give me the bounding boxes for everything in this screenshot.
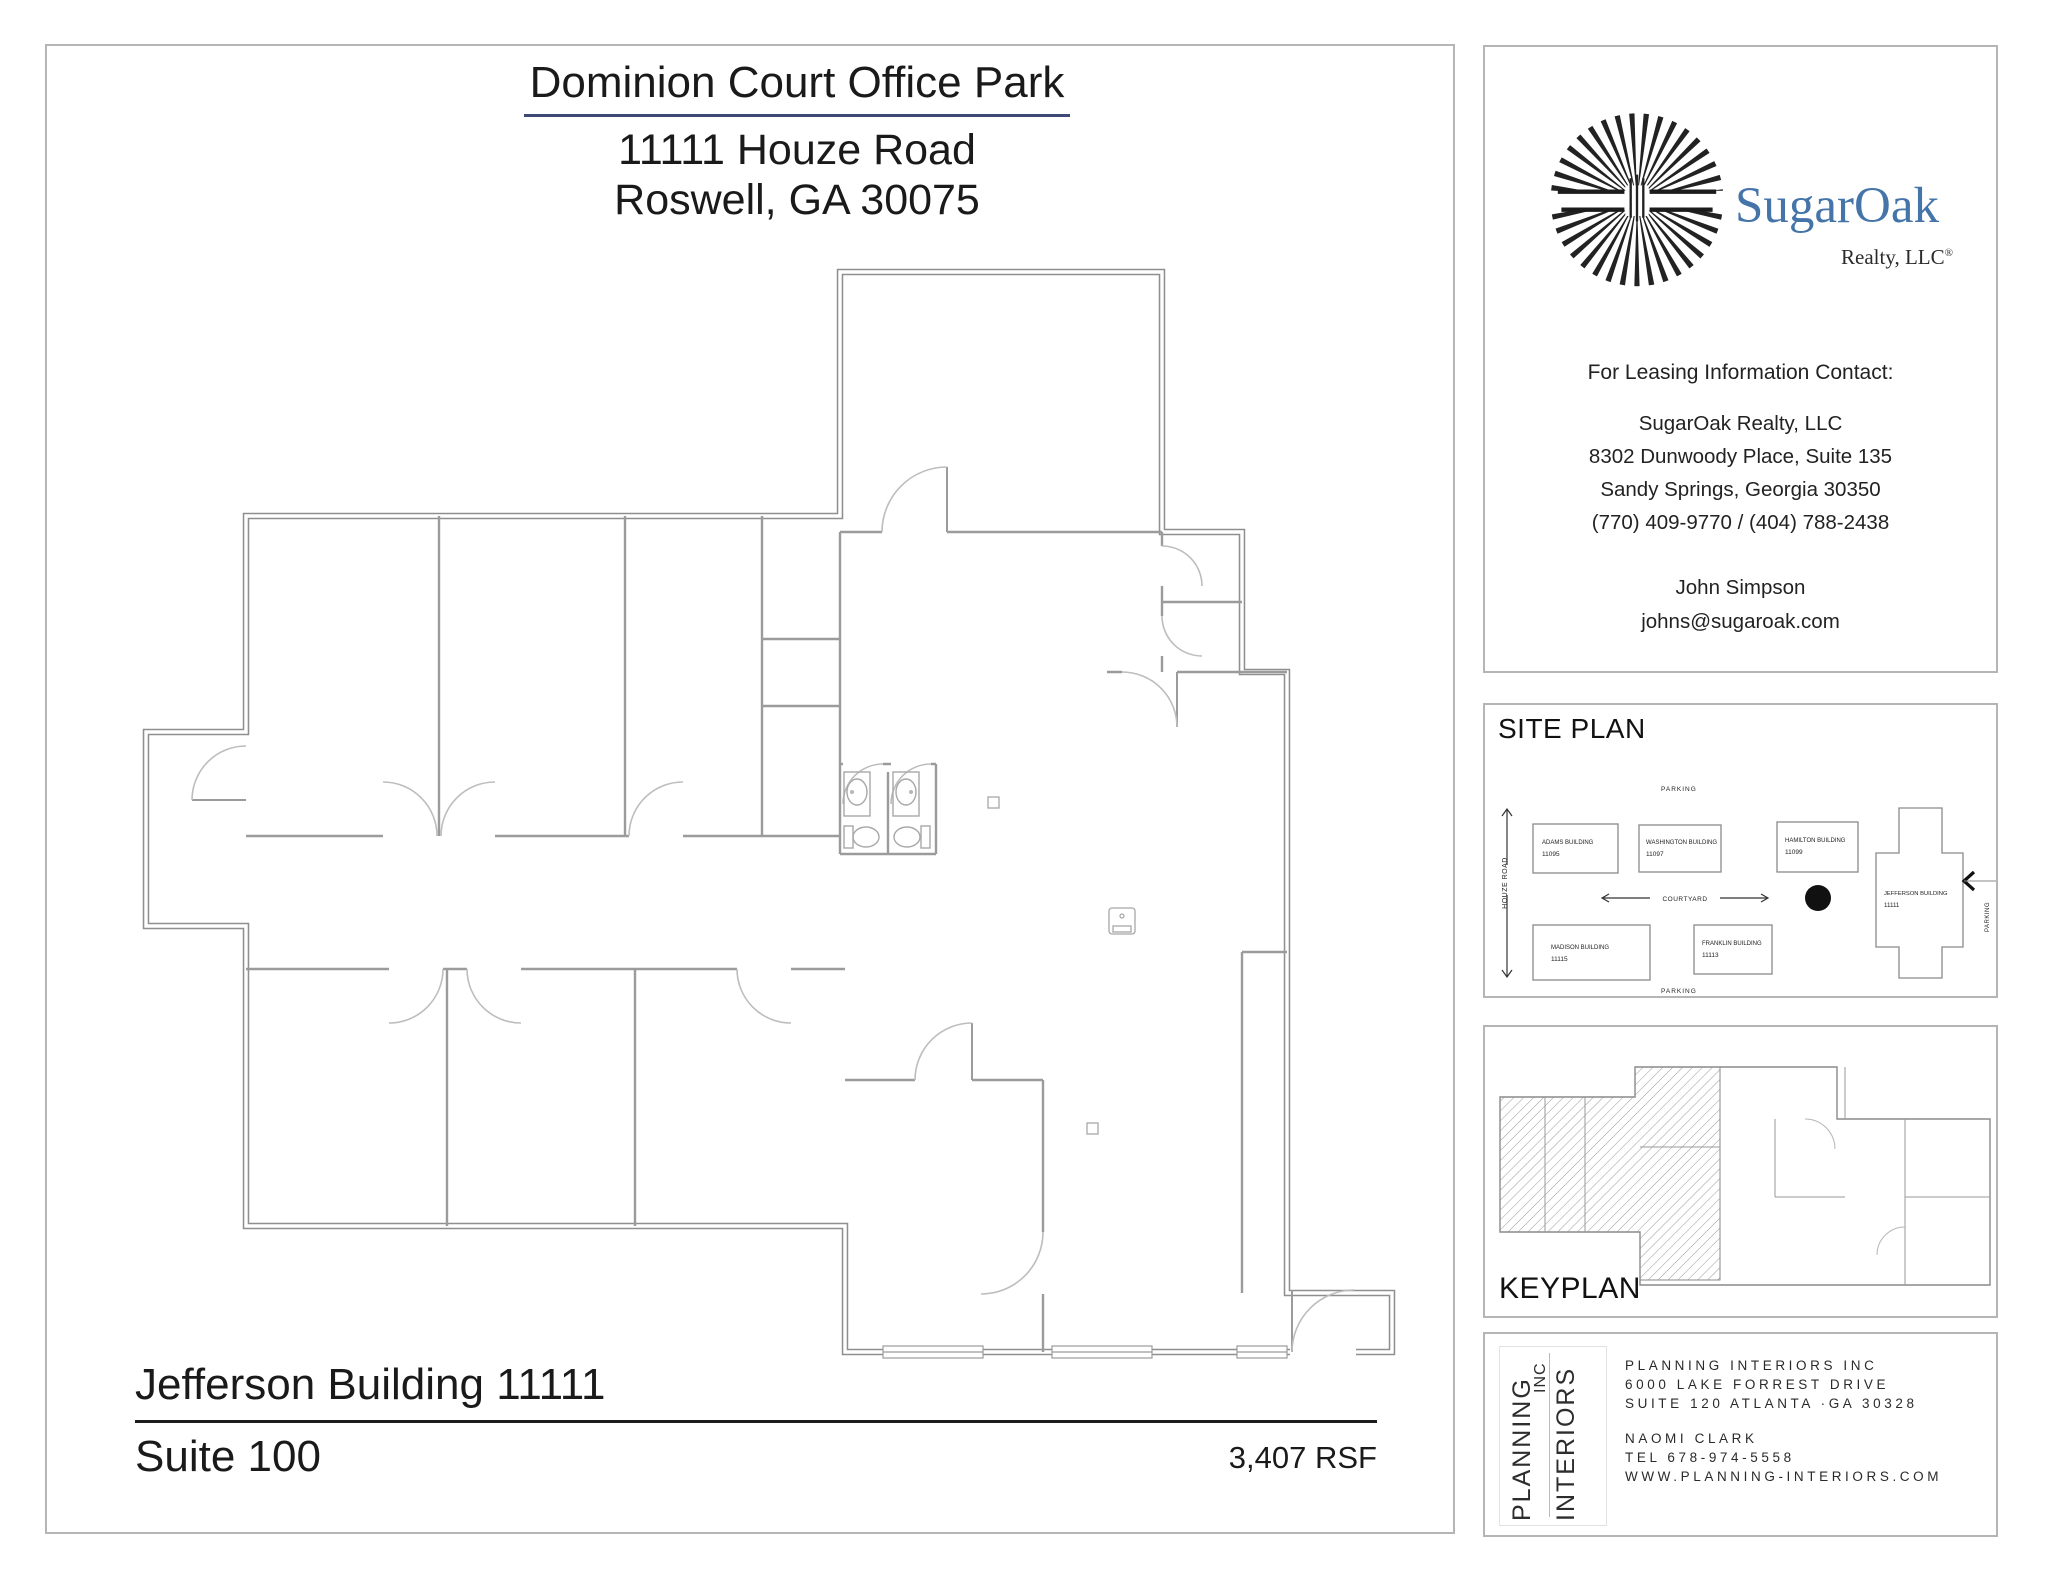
- sugaroak-logo: [1547, 109, 1953, 329]
- jefferson-building-number: 11111: [1884, 902, 1900, 909]
- page-title: Dominion Court Office Park: [524, 58, 1071, 117]
- houze-road-label: HOUZE ROAD: [1502, 857, 1509, 909]
- keyplan-title: KEYPLAN: [1499, 1272, 1641, 1305]
- area-label: 3,407 RSF: [1228, 1440, 1377, 1475]
- hamilton-building-number: 11099: [1785, 849, 1803, 856]
- washington-building-name: WASHINGTON BUILDING: [1646, 840, 1718, 846]
- adams-building-name: ADAMS BUILDING: [1542, 840, 1594, 846]
- door-leaves: [192, 467, 1292, 1352]
- madison-building-name: MADISON BUILDING: [1551, 945, 1610, 951]
- broker-phones: (770) 409-9770 / (404) 788-2438: [1591, 511, 1890, 534]
- logo-word-inc: INC: [1532, 1362, 1549, 1393]
- jefferson-building-name: JEFFERSON BUILDING: [1884, 891, 1948, 897]
- designer-info-block: [1625, 1356, 1942, 1486]
- site-plan-drawing: [1485, 705, 1996, 996]
- madison-building-number: 11115: [1551, 956, 1568, 963]
- logo-word-planning: PLANNING: [1508, 1377, 1536, 1521]
- parking-label-right: PARKING: [1985, 901, 1991, 933]
- franklin-building-name: FRANKLIN BUILDING: [1702, 941, 1762, 947]
- broker-address1: 8302 Dunwoody Place, Suite 135: [1588, 445, 1893, 468]
- contact-email[interactable]: johns@sugaroak.com: [1641, 610, 1840, 633]
- sugaroak-wordmark: SugarOak: [1735, 178, 1939, 234]
- registered-mark: ®: [1944, 247, 1953, 259]
- designer-address2: SUITE 120 ATLANTA ·GA 30328: [1625, 1396, 1918, 1411]
- realty-text: Realty, LLC: [1841, 245, 1945, 269]
- planning-interiors-logo: [1499, 1346, 1607, 1526]
- parking-label-bottom: PARKING: [1661, 988, 1697, 995]
- designer-panel: [1483, 1332, 1998, 1537]
- site-plan-title: SITE PLAN: [1498, 713, 1646, 744]
- courtyard-label: COURTYARD: [1662, 896, 1708, 903]
- leasing-heading: For Leasing Information Contact:: [1587, 361, 1894, 384]
- contact-name: John Simpson: [1675, 576, 1806, 599]
- keyplan-panel: [1483, 1025, 1998, 1318]
- misc-plan-symbols: [988, 797, 1135, 1134]
- franklin-building-number: 11113: [1702, 952, 1719, 959]
- site-plan-panel: [1483, 703, 1998, 998]
- oak-tree-icon: [1547, 109, 1727, 305]
- broker-address-block: [1485, 407, 1996, 539]
- leasing-contact-panel: [1483, 45, 1998, 673]
- building-label: Jefferson Building 11111: [135, 1360, 606, 1409]
- designer-address1: 6000 LAKE FORREST DRIVE: [1625, 1377, 1890, 1392]
- broker-contact-block: [1485, 571, 1996, 639]
- keyplan-highlight-hatch: [1500, 1067, 1720, 1280]
- exterior-walls: [146, 272, 1392, 1352]
- broker-address2: Sandy Springs, Georgia 30350: [1600, 478, 1881, 501]
- door-swing-arcs: [192, 467, 1354, 1352]
- adams-building-number: 11095: [1542, 851, 1560, 858]
- designer-contact-name: NAOMI CLARK: [1625, 1431, 1758, 1446]
- designer-website[interactable]: WWW.PLANNING-INTERIORS.COM: [1625, 1469, 1943, 1484]
- washington-building-number: 11097: [1646, 851, 1664, 858]
- suite-floor-plan-drawing: [47, 46, 1457, 1536]
- spacer: [1625, 1413, 1942, 1429]
- broker-company: SugarOak Realty, LLC: [1638, 412, 1843, 435]
- logo-word-interiors: INTERIORS: [1552, 1366, 1580, 1521]
- street-address: 11111 Houze Road: [618, 126, 976, 175]
- location-dot: [1805, 885, 1831, 911]
- sugaroak-subtitle: [1735, 245, 1953, 270]
- designer-tel: TEL 678-974-5558: [1625, 1450, 1795, 1465]
- parking-label-top: PARKING: [1661, 786, 1697, 793]
- floorplan-sheet: [45, 44, 1455, 1534]
- footer-rule: [135, 1420, 1377, 1423]
- flyer-header: [142, 58, 1452, 225]
- hamilton-building-name: HAMILTON BUILDING: [1785, 838, 1846, 844]
- suite-label: Suite 100: [135, 1432, 321, 1481]
- designer-company: PLANNING INTERIORS INC: [1625, 1358, 1878, 1373]
- city-state-zip: Roswell, GA 30075: [614, 176, 980, 225]
